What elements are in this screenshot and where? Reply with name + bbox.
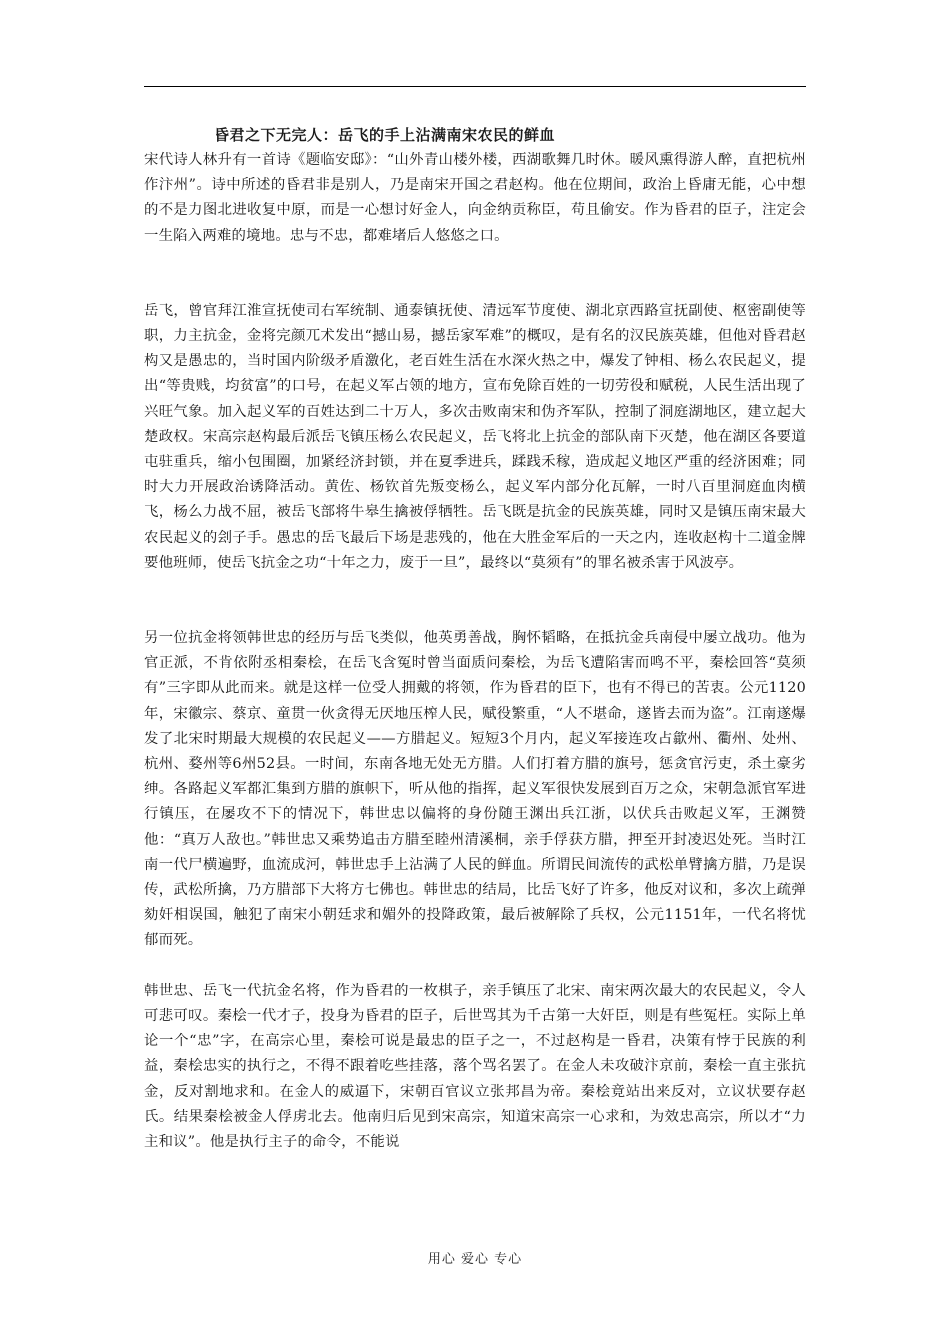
paragraph-yuefei: 岳飞，曾官拜江淮宣抚使司右军统制、通泰镇抚使、清远军节度使、湖北京西路宣抚副使、枢密副使等职，力主抗金，金将完颜兀术发出“撼山易，撼岳家军难”的概叹，是有名的汉民族英雄，但他对昏君赵构又是愚忠的，当时国内阶级矛盾激化，老百姓生活在水深火热之中，爆发了钟相、杨么农民起义，提出“等贵贱，均贫富”的口号，在起义军占领的地方，宣布免除百姓的一切劳役和赋税，人民生活出现了兴旺气象。加入起义军的百姓达到二十万人，多次击败南宋和伪齐军队，控制了洞庭湖地区，建立起大楚政权。宋高宗赵构最后派岳飞镇压杨么农民起义，岳飞将北上抗金的部队南下灭楚，他在湖区各要道屯驻重兵，缩小包围圈，加紧经济封锁，并在夏季进兵，蹂践禾稼，造成起义地区严重的经济困难；同时大力开展政治诱降活动。黄佐、杨钦首先叛变杨么，起义军内部分化瓦解，一时八百里洞庭血肉横飞，杨么力战不屈，被岳飞部将牛皋生擒被俘牺牲。岳飞既是抗金的民族英雄，同时又是镇压南宋最大农民起义的刽子手。愚忠的岳飞最后下场是悲残的，他在大胜金军后的一天之内，连收赵构十二道金牌要他班师，使岳飞抗金之功“十年之力，废于一旦”，最终以“莫须有”的罪名被杀害于风波亭。 [144,302,806,571]
paragraph-intro: 宋代诗人林升有一首诗《题临安邸》：“山外青山楼外楼，西湖歌舞几时休。暖风熏得游人醉，直把杭州作汴州”。诗中所述的昏君非是别人，乃是南宋开国之君赵构。他在位期间，政治上昏庸无能，心中想的不是力图北进收复中原，而是一心想讨好金人，向金纳贡称臣，苟且偷安。作为昏君的臣子，注定会一生陷入两难的境地。忠与不忠，都难堵后人悠悠之口。 [144,152,806,244]
page-footer: 用心 爱心 专心 [427,1252,523,1267]
document-body [144,124,806,1155]
paragraph-spacer [144,954,806,979]
paragraph-spacer [144,249,806,299]
article-title: 昏君之下无完人：岳飞的手上沾满南宋农民的鲜血 [214,126,556,144]
paragraph-hanshizhong: 另一位抗金将领韩世忠的经历与岳飞类似，他英勇善战，胸怀韬略，在抵抗金兵南侵中屡立战功。他为官正派，不肯依附丞相秦桧，在岳飞含冤时曾当面质问秦桧，为岳飞遭陷害而鸣不平，秦桧回答“莫须有”三字即从此而来。就是这样一位受人拥戴的将领，作为昏君的臣下，也有不得已的苦衷。公元1120年，宋徽宗、蔡京、童贯一伙贪得无厌地压榨人民，赋役繁重，“人不堪命，遂皆去而为盗”。江南遂爆发了北宋时期最大规模的农民起义——方腊起义。短短3个月内，起义军接连攻占歙州、衢州、处州、杭州、婺州等6州52县。一时间，东南各地无处无方腊。人们打着方腊的旗号，惩贪官污吏，杀土豪劣绅。各路起义军都汇集到方腊的旗帜下，听从他的指挥，起义军很快发展到百万之众，宋朝急派官军进行镇压，在屡攻不下的情况下，韩世忠以偏将的身份随王渊出兵江浙，以伏兵击败起义军，王渊赞他：“真万人敌也。”韩世忠又乘势追击方腊至睦州清溪桐，亲手俘获方腊，押至开封凌迟处死。当时江南一代尸横遍野，血流成河，韩世忠手上沾满了人民的鲜血。所谓民间流传的武松单臂擒方腊，乃是误传，武松所擒，乃方腊部下大将方七佛也。韩世忠的结局，比岳飞好了许多，他反对议和，多次上疏弹劾奸相误国，触犯了南宋小朝廷求和媚外的投降政策，最后被解除了兵权，公元1151年，一代名将忧郁而死。 [144,630,806,949]
header-rule [144,86,806,87]
paragraph-spacer [144,576,806,626]
paragraph-qinhui: 韩世忠、岳飞一代抗金名将，作为昏君的一枚棋子，亲手镇压了北宋、南宋两次最大的农民起义，令人可悲可叹。秦桧一代才子，投身为昏君的臣子，后世骂其为千古第一大奸臣，则是有些冤枉。实际上单论一个“忠”字，在高宗心里，秦桧可说是最忠的臣子之一，不过赵构是一昏君，决策有悖于民族的利益，秦桧忠实的执行之，不得不跟着吃些挂落，落个骂名罢了。在金人未攻破汴京前，秦桧一直主张抗金，反对割地求和。在金人的威逼下，宋朝百官议立张邦昌为帝。秦桧竟站出来反对，立议状要存赵氏。结果秦桧被金人俘虏北去。他南归后见到宋高宗，知道宋高宗一心求和，为效忠高宗，所以才“力主和议”。他是执行主子的命令，不能说 [144,982,806,1150]
